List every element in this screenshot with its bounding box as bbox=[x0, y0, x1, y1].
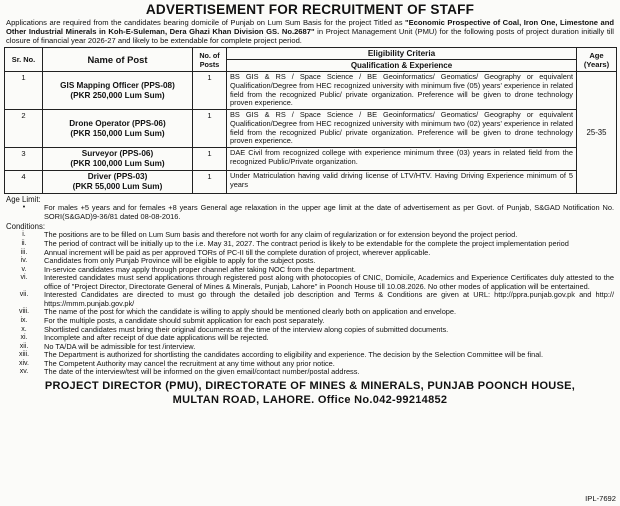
row-post bbox=[43, 72, 193, 110]
row-posts: 1 bbox=[193, 110, 227, 148]
row-sr: 2 bbox=[5, 110, 43, 148]
age-limit-text: For males +5 years and for females +8 years General age relaxation in the upper age limit at the date of advertisement as per Govt. of Punjab, S&GAD Notification No. SORI(S&GAD)9-36/81 dated 08-08-2016. bbox=[44, 203, 614, 221]
header-qualification: Qualification & Experience bbox=[227, 60, 577, 72]
condition-text: Incomplete and after receipt of due date applications will be rejected. bbox=[44, 333, 269, 343]
header-sr: Sr. No. bbox=[5, 48, 43, 72]
footer-line-1: PROJECT DIRECTOR (PMU), DIRECTORATE OF MINES & MINERALS, PUNJAB POONCH HOUSE, bbox=[44, 379, 576, 392]
condition-item bbox=[4, 274, 614, 291]
condition-number: vi. bbox=[20, 274, 28, 282]
condition-item bbox=[4, 368, 614, 377]
page-title: ADVERTISEMENT FOR RECRUITMENT OF STAFF bbox=[145, 2, 475, 17]
condition-number: x. bbox=[21, 325, 27, 333]
condition-text: The positions are to be filled on Lum Sum basis and therefore not worth for any claim of regularization or for extension beyond the project period. bbox=[44, 230, 518, 240]
header-num-posts: No. of Posts bbox=[193, 48, 227, 72]
row-post bbox=[43, 171, 193, 194]
row-posts: 1 bbox=[193, 148, 227, 171]
header-age: Age (Years) bbox=[577, 48, 617, 72]
table-row bbox=[5, 110, 617, 148]
post-name: Driver (PPS-03) bbox=[87, 172, 148, 182]
age-limit-note bbox=[4, 204, 614, 221]
condition-number: xii. bbox=[19, 342, 29, 350]
post-pay: (PKR 150,000 Lum Sum) bbox=[70, 128, 165, 138]
reference-code: IPL-7692 bbox=[585, 494, 616, 503]
condition-text: The Competent Authority may cancel the recruitment at any time without any prior notice. bbox=[44, 358, 335, 368]
condition-number: xiv. bbox=[19, 359, 29, 367]
condition-text: The period of contract will be initially up to the i.e. May 31, 2027. The contract period is likely to be extendable for the complete the project implementation period bbox=[44, 239, 569, 249]
condition-number: v. bbox=[21, 265, 27, 273]
row-criteria: BS GIS & RS / Space Science / BE Geoinformatics/ Geomatics/ Geography or equivalent Qualification/Degree from HEC recognized university with minimum two (02) years' experience in related field from the recognized Public/ private organization. Preference will be given to drone technology proven experience. bbox=[227, 110, 577, 148]
row-criteria: BS GIS & RS / Space Science / BE Geoinformatics/ Geomatics/ Geography or equivalent Qualification/Degree from HEC recognized university with minimum five (05) years' experience in related field from the recognized Public/ private organization. Preference will be given to drone technology proven experience. bbox=[227, 72, 577, 110]
table-row bbox=[5, 171, 617, 194]
condition-text: Annual increment will be paid as per approved TORs of PC-II till the complete duration of project, wherever applicable. bbox=[44, 247, 431, 257]
header-post: Name of Post bbox=[43, 48, 193, 72]
post-pay: (PKR 100,000 Lum Sum) bbox=[70, 159, 165, 169]
age-range: 25-35 bbox=[577, 72, 617, 194]
footer-line-2: MULTAN ROAD, LAHORE. Office No.042-99214852 bbox=[172, 393, 448, 406]
post-name: Drone Operator (PPS-06) bbox=[69, 118, 166, 128]
condition-number: i. bbox=[22, 231, 26, 239]
row-criteria: Under Matriculation having valid driving license of LTV/HTV. Having Driving Experience minimum of 5 years bbox=[227, 171, 577, 194]
header-eligibility: Eligibility Criteria bbox=[227, 48, 577, 60]
condition-number: xi. bbox=[20, 334, 28, 342]
condition-text: The date of the interview/test will be informed on the given email/contact number/postal address. bbox=[44, 367, 360, 377]
condition-number: iii. bbox=[20, 248, 28, 256]
condition-text: Interested candidates must send applications through registered post along with photocopies of CNIC, Domicile, Academics and Experience Certificates duly attested to the office of "Project Director, Directorate General of Mines & Minerals, Punjab, Lahore" in Poonch House till 10.08.2026. No other modes of application will be entertained. bbox=[44, 273, 614, 291]
age-limit-block bbox=[4, 204, 614, 221]
condition-number: viii. bbox=[18, 308, 30, 316]
condition-number: ix. bbox=[20, 316, 28, 324]
post-name: Surveyor (PPS-06) bbox=[81, 149, 154, 159]
table-row bbox=[5, 72, 617, 110]
conditions-label: Conditions: bbox=[6, 222, 46, 232]
condition-text: Candidates from only Punjab Province will be eligible to apply for the subject posts. bbox=[44, 256, 316, 266]
condition-item bbox=[4, 291, 614, 308]
condition-text: Interested Candidates are directed to must go through the detailed job description and Terms & Conditions are given at URL: http://ppra.punjab.gov.pk and http:// https://mmm.punjab.gov.pk/ bbox=[44, 290, 614, 308]
condition-text: Shortlisted candidates must bring their original documents at the time of the interview along copies of submitted documents. bbox=[44, 324, 449, 334]
row-posts: 1 bbox=[193, 72, 227, 110]
condition-text: In-service candidates may apply through proper channel after taking NOC from the department. bbox=[44, 264, 356, 274]
condition-text: No TA/DA will be admissible for test /interview. bbox=[44, 341, 196, 351]
intro-paragraph bbox=[6, 19, 614, 45]
post-pay: (PKR 55,000 Lum Sum) bbox=[72, 182, 163, 192]
condition-number: xv. bbox=[19, 368, 29, 376]
row-posts: 1 bbox=[193, 171, 227, 194]
condition-number: ii. bbox=[21, 240, 27, 248]
post-name: GIS Mapping Officer (PPS-08) bbox=[60, 80, 175, 90]
condition-text: The name of the post for which the candidate is willing to apply should be mentioned clearly both on application and envelope. bbox=[44, 307, 457, 317]
condition-text: For the multiple posts, a candidate should submit application for each post separately. bbox=[44, 315, 325, 325]
row-sr: 4 bbox=[5, 171, 43, 194]
table-row bbox=[5, 148, 617, 171]
intro-text-1: Applications are required from the candidates bearing domicile of Punjab on Lum Sum Basis for the project Titled as bbox=[6, 18, 406, 27]
row-sr: 3 bbox=[5, 148, 43, 171]
project-title: "Economic Prospective of Coal, Iron One, Limestone and Other Industrial Minerals in Koh-E-Suleman, Dera Ghazi Khan Division GS. No.2687" bbox=[6, 18, 614, 36]
footer-address bbox=[4, 379, 616, 407]
advertisement-page bbox=[4, 2, 616, 407]
condition-number: vii. bbox=[19, 291, 29, 299]
row-sr: 1 bbox=[5, 72, 43, 110]
bullet-icon: • bbox=[22, 204, 26, 212]
condition-text: The Department is authorized for shortlisting the candidates according to eligibility and experience. The decision by the Selection Committee will be final. bbox=[44, 350, 543, 360]
age-limit-label: Age Limit: bbox=[6, 195, 41, 205]
condition-number: xiii. bbox=[18, 351, 30, 359]
conditions-list bbox=[4, 231, 614, 376]
posts-table bbox=[4, 47, 617, 194]
row-criteria: DAE Civil from recognized college with experience minimum three (03) years in related field from the recognized Public/Private organization. bbox=[227, 148, 577, 171]
intro-text-2: in Project Management Unit (PMU) for the following posts of project duration initially till closure of financial year 2026-27 and likely to be extendable for complete project period. bbox=[6, 26, 614, 45]
post-pay: (PKR 250,000 Lum Sum) bbox=[70, 90, 165, 100]
condition-number: iv. bbox=[20, 257, 28, 265]
row-post bbox=[43, 110, 193, 148]
row-post bbox=[43, 148, 193, 171]
